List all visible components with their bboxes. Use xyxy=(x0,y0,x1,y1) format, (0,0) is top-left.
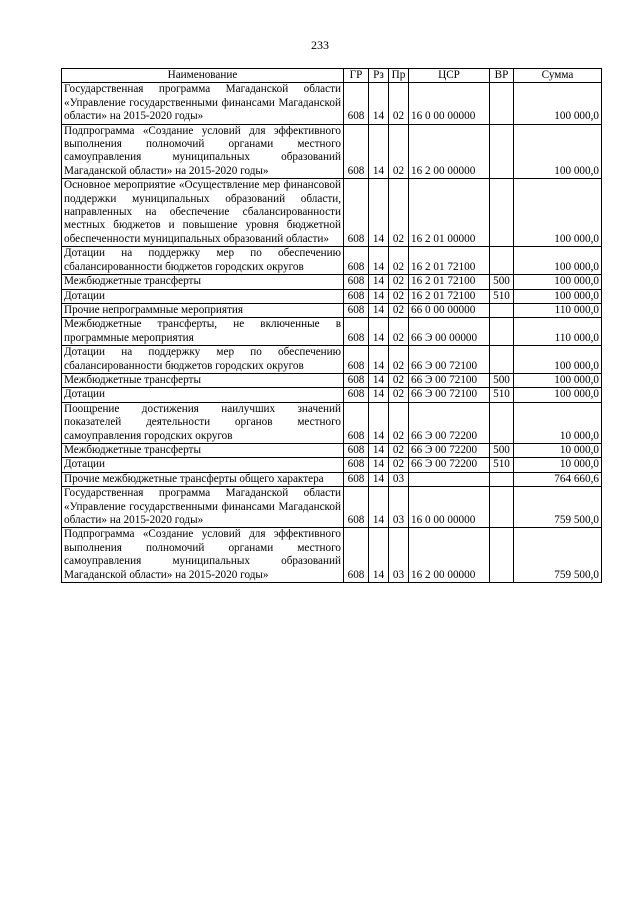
cell-name: Прочие непрограммные мероприятия xyxy=(62,303,344,317)
cell-name: Межбюджетные трансферты xyxy=(62,275,344,289)
cell-sum: 110 000,0 xyxy=(514,318,602,346)
cell-vr xyxy=(490,487,514,528)
table-row xyxy=(62,247,602,275)
table-row xyxy=(62,458,602,472)
cell-name: Основное мероприятие «Осуществление мер финансовой поддержки муниципальных образований области, направленных на обеспечение сбалансированности местных бюджетов и повышение уровня бюджетной обеспеченности муниципальных образований области» xyxy=(62,179,344,247)
cell-rz: 14 xyxy=(369,528,389,583)
cell-gr: 608 xyxy=(344,275,369,289)
cell-name: Дотации xyxy=(62,458,344,472)
cell-vr xyxy=(490,247,514,275)
cell-gr: 608 xyxy=(344,179,369,247)
cell-csr: 66 Э 00 72200 xyxy=(409,402,490,443)
cell-sum: 759 500,0 xyxy=(514,487,602,528)
cell-csr: 66 Э 00 00000 xyxy=(409,318,490,346)
cell-pr: 02 xyxy=(389,83,409,124)
cell-pr: 02 xyxy=(389,275,409,289)
cell-vr xyxy=(490,318,514,346)
cell-pr: 03 xyxy=(389,487,409,528)
cell-gr: 608 xyxy=(344,346,369,374)
cell-name: Дотации xyxy=(62,289,344,303)
table-row xyxy=(62,402,602,443)
cell-csr: 66 Э 00 72100 xyxy=(409,346,490,374)
table-row xyxy=(62,528,602,583)
cell-csr: 66 Э 00 72100 xyxy=(409,373,490,387)
cell-vr: 510 xyxy=(490,458,514,472)
cell-rz: 14 xyxy=(369,247,389,275)
table-row xyxy=(62,443,602,457)
cell-pr: 02 xyxy=(389,373,409,387)
cell-rz: 14 xyxy=(369,388,389,402)
header-gr: ГР xyxy=(344,69,369,83)
cell-pr: 02 xyxy=(389,388,409,402)
cell-csr: 16 2 01 72100 xyxy=(409,275,490,289)
cell-gr: 608 xyxy=(344,318,369,346)
header-name: Наименование xyxy=(62,69,344,83)
cell-name: Подпрограмма «Создание условий для эффективного выполнения полномочий органами местного самоуправления муниципальных образований Магаданской области» на 2015-2020 годы» xyxy=(62,124,344,179)
cell-name: Дотации на поддержку мер по обеспечению сбалансированности бюджетов городских округов xyxy=(62,346,344,374)
cell-gr: 608 xyxy=(344,458,369,472)
cell-gr: 608 xyxy=(344,373,369,387)
cell-vr: 510 xyxy=(490,289,514,303)
cell-csr xyxy=(409,472,490,486)
cell-pr: 02 xyxy=(389,247,409,275)
cell-name: Подпрограмма «Создание условий для эффективного выполнения полномочий органами местного самоуправления муниципальных образований Магаданской области» на 2015-2020 годы» xyxy=(62,528,344,583)
cell-rz: 14 xyxy=(369,318,389,346)
cell-vr xyxy=(490,124,514,179)
cell-rz: 14 xyxy=(369,472,389,486)
cell-name: Поощрение достижения наилучших значений показателей деятельности органов местного самоуправления городских округов xyxy=(62,402,344,443)
cell-rz: 14 xyxy=(369,346,389,374)
table-row xyxy=(62,83,602,124)
cell-sum: 110 000,0 xyxy=(514,303,602,317)
cell-sum: 10 000,0 xyxy=(514,402,602,443)
cell-gr: 608 xyxy=(344,124,369,179)
table-row xyxy=(62,275,602,289)
cell-csr: 66 Э 00 72200 xyxy=(409,458,490,472)
cell-rz: 14 xyxy=(369,458,389,472)
table-header-row xyxy=(62,69,602,83)
header-vr: ВР xyxy=(490,69,514,83)
cell-gr: 608 xyxy=(344,388,369,402)
cell-csr: 16 2 00 00000 xyxy=(409,528,490,583)
cell-csr: 66 0 00 00000 xyxy=(409,303,490,317)
cell-name: Государственная программа Магаданской области «Управление государственными финансами Магаданской области» на 2015-2020 годы» xyxy=(62,83,344,124)
budget-table xyxy=(61,68,602,583)
table-row xyxy=(62,472,602,486)
cell-gr: 608 xyxy=(344,83,369,124)
cell-csr: 16 2 01 00000 xyxy=(409,179,490,247)
cell-csr: 16 0 00 00000 xyxy=(409,487,490,528)
table-row xyxy=(62,124,602,179)
cell-pr: 03 xyxy=(389,528,409,583)
cell-rz: 14 xyxy=(369,373,389,387)
cell-vr: 510 xyxy=(490,388,514,402)
header-rz: Рз xyxy=(369,69,389,83)
cell-name: Государственная программа Магаданской области «Управление государственными финансами Магаданской области» на 2015-2020 годы» xyxy=(62,487,344,528)
cell-sum: 100 000,0 xyxy=(514,83,602,124)
cell-rz: 14 xyxy=(369,124,389,179)
cell-sum: 100 000,0 xyxy=(514,289,602,303)
cell-gr: 608 xyxy=(344,472,369,486)
cell-rz: 14 xyxy=(369,303,389,317)
cell-pr: 02 xyxy=(389,443,409,457)
cell-vr xyxy=(490,528,514,583)
cell-pr: 02 xyxy=(389,303,409,317)
cell-rz: 14 xyxy=(369,487,389,528)
table-row xyxy=(62,318,602,346)
cell-name: Межбюджетные трансферты xyxy=(62,373,344,387)
cell-pr: 02 xyxy=(389,458,409,472)
cell-csr: 16 2 01 72100 xyxy=(409,247,490,275)
header-sum: Сумма xyxy=(514,69,602,83)
cell-gr: 608 xyxy=(344,247,369,275)
cell-rz: 14 xyxy=(369,275,389,289)
cell-sum: 100 000,0 xyxy=(514,388,602,402)
cell-vr: 500 xyxy=(490,275,514,289)
cell-sum: 10 000,0 xyxy=(514,458,602,472)
cell-sum: 100 000,0 xyxy=(514,346,602,374)
header-csr: ЦСР xyxy=(409,69,490,83)
cell-pr: 02 xyxy=(389,289,409,303)
cell-vr xyxy=(490,83,514,124)
cell-gr: 608 xyxy=(344,303,369,317)
cell-name: Межбюджетные трансферты, не включенные в программные мероприятия xyxy=(62,318,344,346)
cell-csr: 66 Э 00 72100 xyxy=(409,388,490,402)
cell-sum: 100 000,0 xyxy=(514,179,602,247)
cell-vr: 500 xyxy=(490,443,514,457)
cell-rz: 14 xyxy=(369,402,389,443)
cell-name: Межбюджетные трансферты xyxy=(62,443,344,457)
cell-pr: 03 xyxy=(389,472,409,486)
table-row xyxy=(62,373,602,387)
cell-csr: 16 2 01 72100 xyxy=(409,289,490,303)
cell-vr xyxy=(490,346,514,374)
cell-sum: 100 000,0 xyxy=(514,373,602,387)
cell-name: Дотации на поддержку мер по обеспечению сбалансированности бюджетов городских округов xyxy=(62,247,344,275)
cell-vr: 500 xyxy=(490,373,514,387)
cell-rz: 14 xyxy=(369,443,389,457)
cell-vr xyxy=(490,402,514,443)
cell-sum: 100 000,0 xyxy=(514,247,602,275)
cell-pr: 02 xyxy=(389,124,409,179)
table-row xyxy=(62,388,602,402)
cell-rz: 14 xyxy=(369,83,389,124)
cell-sum: 764 660,6 xyxy=(514,472,602,486)
cell-sum: 10 000,0 xyxy=(514,443,602,457)
cell-name: Дотации xyxy=(62,388,344,402)
cell-vr xyxy=(490,303,514,317)
cell-rz: 14 xyxy=(369,289,389,303)
cell-csr: 16 0 00 00000 xyxy=(409,83,490,124)
cell-pr: 02 xyxy=(389,179,409,247)
cell-gr: 608 xyxy=(344,289,369,303)
cell-gr: 608 xyxy=(344,487,369,528)
cell-sum: 100 000,0 xyxy=(514,124,602,179)
cell-rz: 14 xyxy=(369,179,389,247)
cell-name: Прочие межбюджетные трансферты общего характера xyxy=(62,472,344,486)
cell-csr: 66 Э 00 72200 xyxy=(409,443,490,457)
header-pr: Пр xyxy=(389,69,409,83)
table-row xyxy=(62,346,602,374)
page-number: 233 xyxy=(311,38,329,52)
cell-gr: 608 xyxy=(344,402,369,443)
cell-vr xyxy=(490,472,514,486)
cell-sum: 759 500,0 xyxy=(514,528,602,583)
table-row xyxy=(62,289,602,303)
cell-pr: 02 xyxy=(389,346,409,374)
cell-pr: 02 xyxy=(389,402,409,443)
cell-vr xyxy=(490,179,514,247)
table-row xyxy=(62,179,602,247)
cell-csr: 16 2 00 00000 xyxy=(409,124,490,179)
cell-sum: 100 000,0 xyxy=(514,275,602,289)
table-row xyxy=(62,487,602,528)
cell-gr: 608 xyxy=(344,443,369,457)
cell-gr: 608 xyxy=(344,528,369,583)
cell-pr: 02 xyxy=(389,318,409,346)
table-row xyxy=(62,303,602,317)
